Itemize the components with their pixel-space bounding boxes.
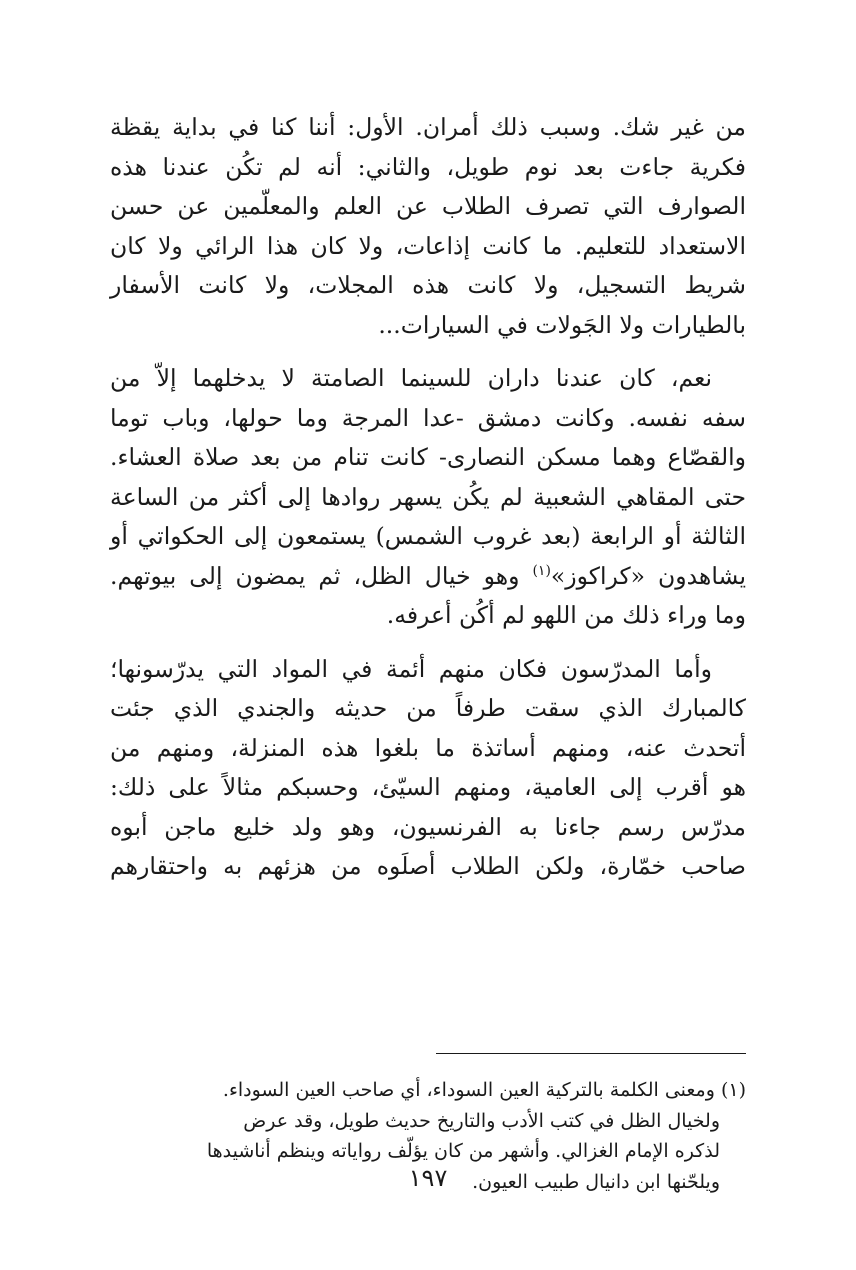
text-line: وما وراء ذلك من اللهو لم أكُن أعرفه. xyxy=(386,601,746,629)
paragraph-1 xyxy=(110,108,746,345)
text-line: الثالثة أو الرابعة (بعد غروب الشمس) يستمعون إلى الحكواتي أو xyxy=(110,522,746,550)
text-line: حتى المقاهي الشعبية لم يكُن يسهر روادها إلى أكثر من الساعة xyxy=(110,482,746,511)
footnote-line: ولخيال الظل في كتب الأدب والتاريخ حديث طويل، وقد عرض xyxy=(243,1109,720,1132)
text-line: كالمبارك الذي سقت طرفاً من حديثه والجندي الذي جئت xyxy=(110,694,746,722)
page-number: ١٩٧ xyxy=(408,1164,448,1192)
text-line: وأما المدرّسون فكان منهم أئمة في المواد التي يدرّسونها؛ xyxy=(110,654,712,683)
footnote-line: (١) ومعنى الكلمة بالتركية العين السوداء، أي صاحب العين السوداء. xyxy=(222,1079,746,1101)
text-line: الصوارف التي تصرف الطلاب عن العلم والمعلّمين عن حسن xyxy=(110,192,746,220)
text-fragment: وهو خيال الظل، ثم يمضون إلى بيوتهم. xyxy=(110,561,520,590)
text-line: صاحب خمّارة، ولكن الطلاب أصلَوه من هزئهم به واحتقارهم xyxy=(110,852,746,880)
footnote-line: ويلحّنها ابن دانيال طبيب العيون. xyxy=(472,1170,720,1193)
footnote-reference[interactable]: (١) xyxy=(532,562,551,579)
text-line: الاستعداد للتعليم. ما كانت إذاعات، ولا كان هذا الرائي ولا كان xyxy=(110,231,746,260)
text-line: هو أقرب إلى العامية، ومنهم السيّئ، وحسبكم مثالاً على ذلك: xyxy=(110,773,746,801)
text-line: بالطيارات ولا الجَولات في السيارات... xyxy=(378,310,746,339)
text-line: مدرّس رسم جاءنا به الفرنسيون، وهو ولد خليع ماجن أبوه xyxy=(110,812,746,841)
text-line: نعم، كان عندنا داران للسينما الصامتة لا يدخلهما إلاّ من xyxy=(110,364,712,392)
footnote-line: لذكره الإمام الغزالي. وأشهر من كان يؤلّف رواياته وينظم أناشيدها xyxy=(206,1140,720,1162)
text-line-with-footnote xyxy=(110,557,746,597)
text-line: شريط التسجيل، ولا كانت هذه المجلات، ولا كانت الأسفار xyxy=(110,271,746,299)
paragraph-3 xyxy=(110,650,746,887)
text-line: أتحدث عنه، ومنهم أساتذة ما بلغوا هذه المنزلة، ومنهم من xyxy=(110,733,746,762)
footnote-separator xyxy=(436,1053,746,1054)
text-line: من غير شك. وسبب ذلك أمران. الأول: أننا كنا في بداية يقظة xyxy=(110,113,746,141)
paragraph-2 xyxy=(110,359,746,636)
text-fragment: يشاهدون «كراكوز» xyxy=(550,561,746,590)
text-line: سفه نفسه. وكانت دمشق -عدا المرجة وما حولها، وباب توما xyxy=(110,403,746,432)
text-line: والقصّاع وهما مسكن النصارى- كانت تنام من بعد صلاة العشاء. xyxy=(110,443,746,471)
page-body xyxy=(110,108,746,887)
text-line: فكرية جاءت بعد نوم طويل، والثاني: أنه لم تكُن عندنا هذه xyxy=(110,152,746,181)
